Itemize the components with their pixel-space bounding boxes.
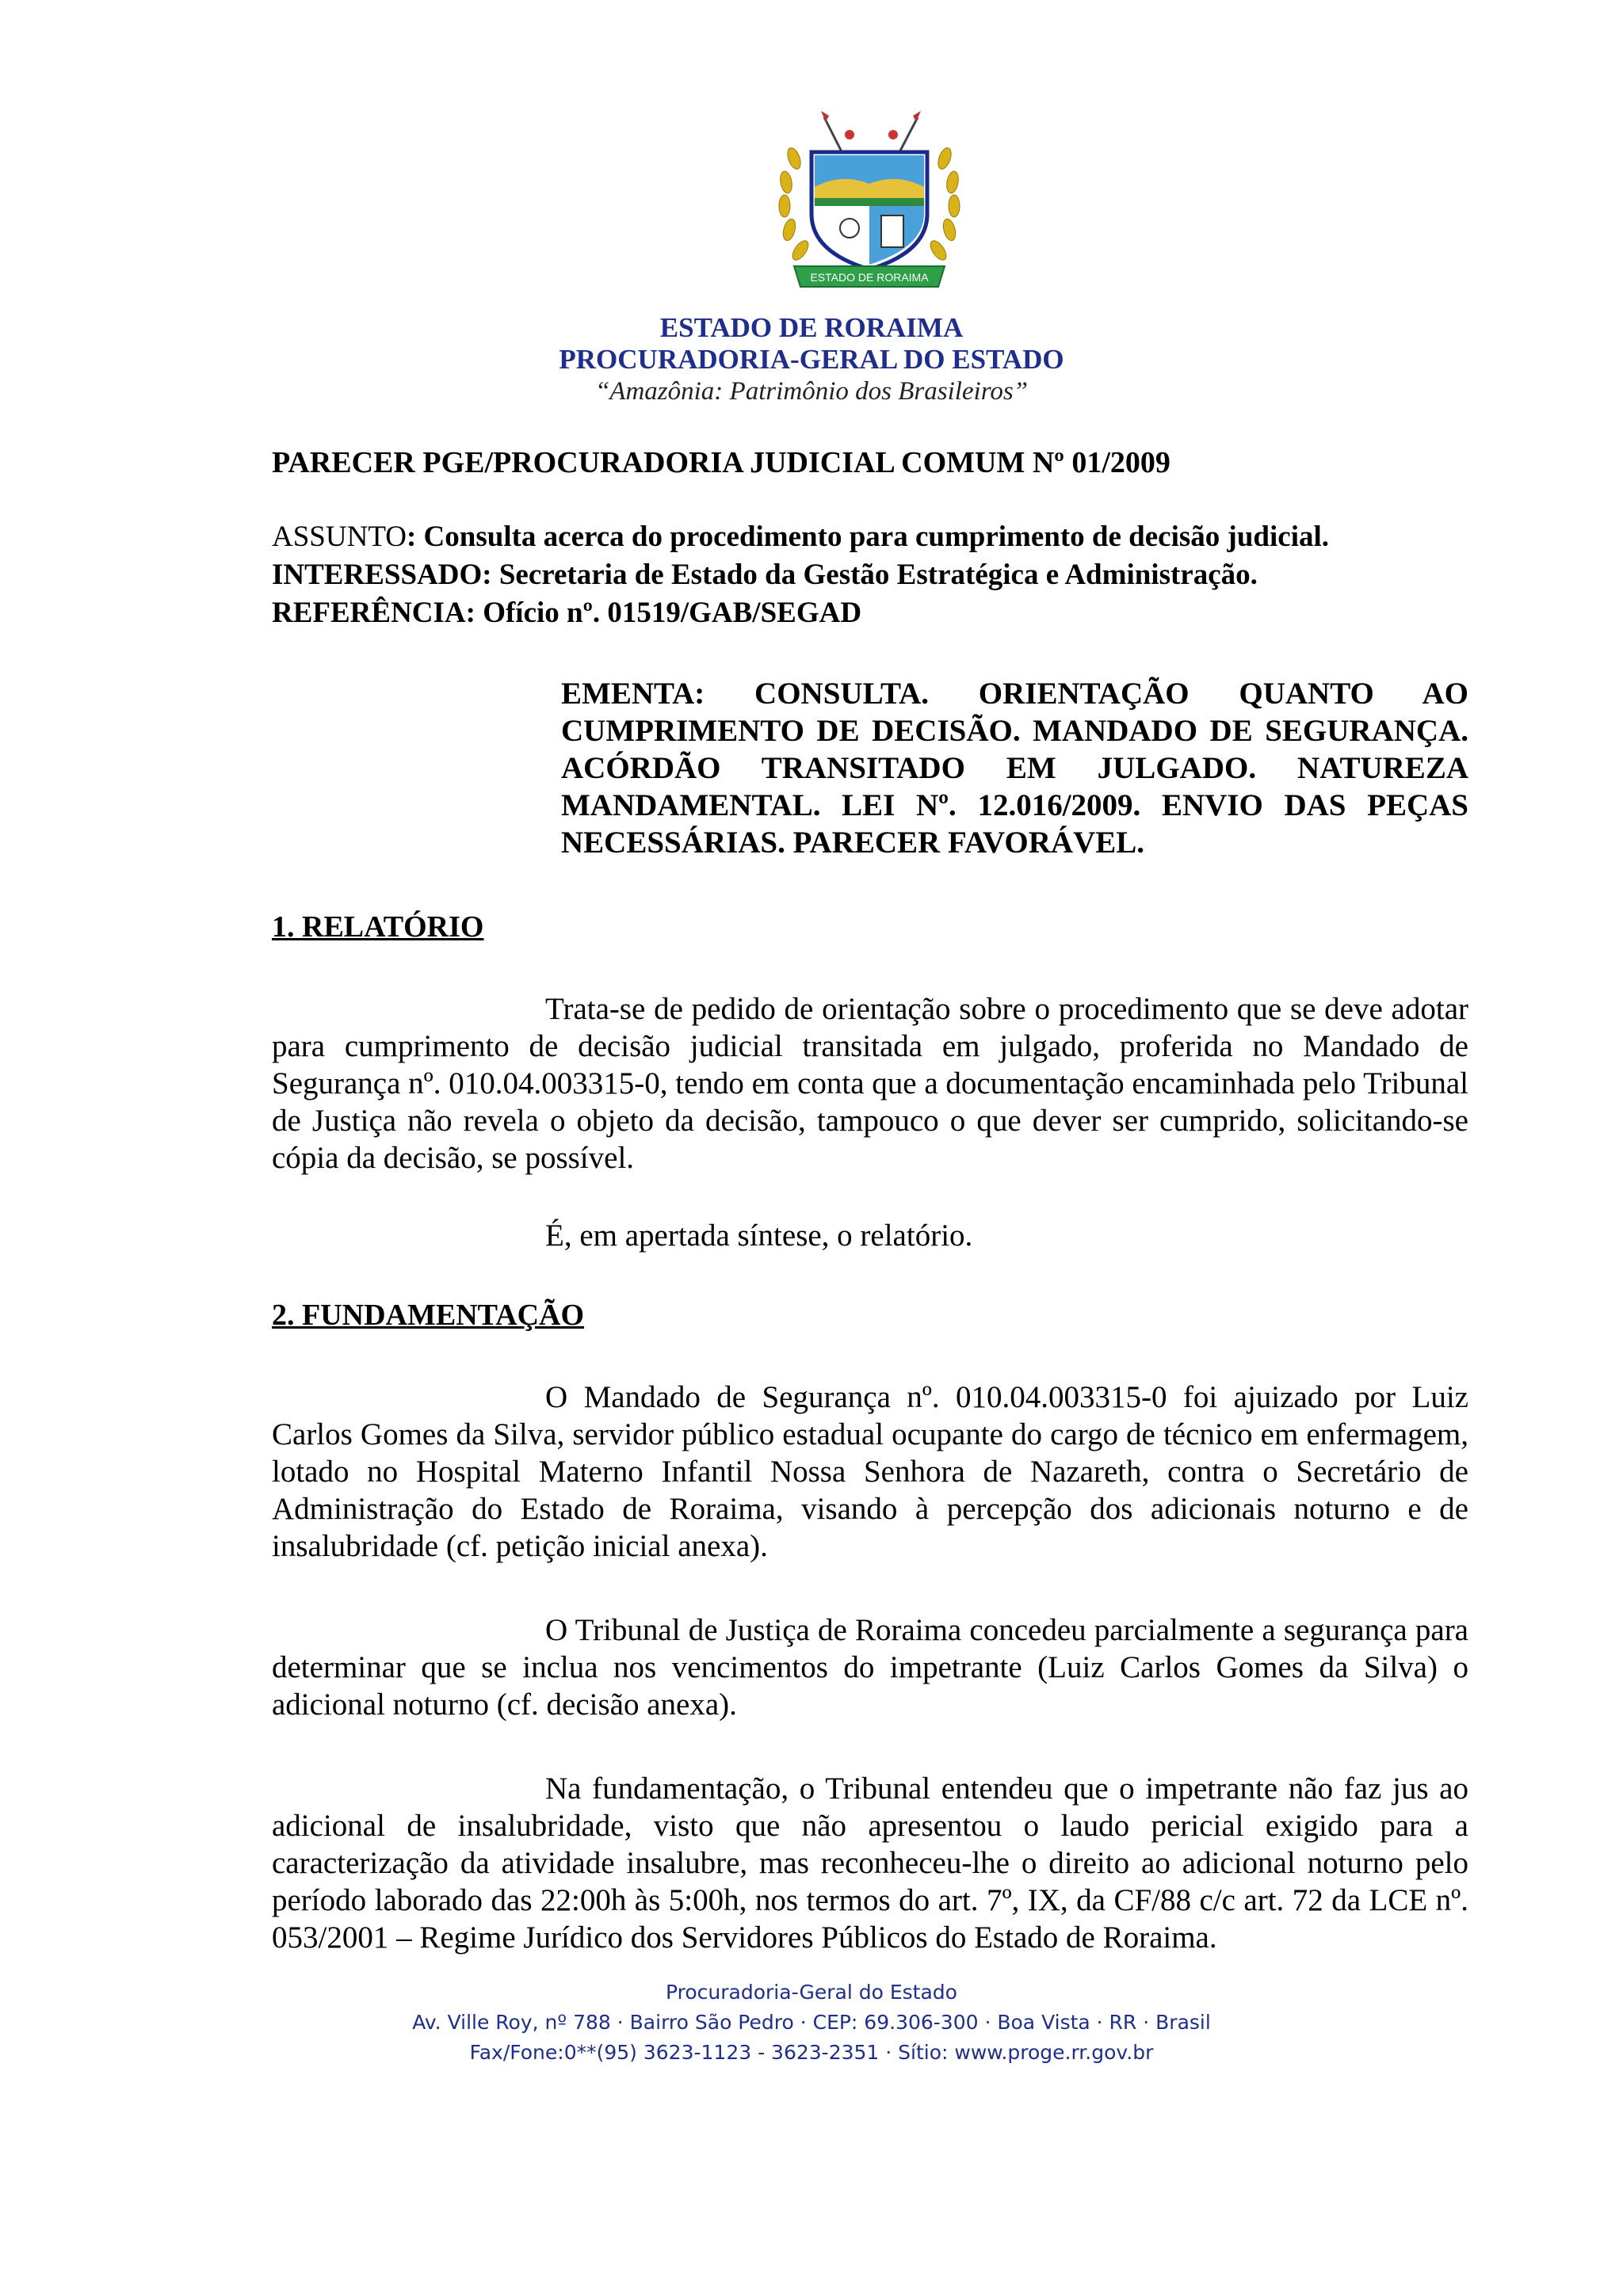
meta-assunto [272, 520, 1329, 554]
crest-ribbon-text: ESTADO DE RORAIMA [810, 271, 929, 284]
header-motto: “Amazônia: Patrimônio dos Brasileiros” [594, 377, 1029, 406]
footer-address: Av. Ville Roy, nº 788 · Bairro São Pedro · CEP: 69.306-300 · Boa Vista · RR · Brasil [412, 2011, 1211, 2034]
meta-interessado: INTERESSADO: Secretaria de Estado da Gestão Estratégica e Administração. [272, 559, 1258, 591]
paragraph: O Tribunal de Justiça de Roraima concedeu parcialmente a segurança para determinar que se inclua nos vencimentos do impetrante (Luiz Carlos Gomes da Silva) o adicional noturno (cf. decisão anexa). [272, 1613, 1468, 1722]
assunto-text: : Consulta acerca do procedimento para cumprimento de decisão judicial. [406, 521, 1330, 553]
paragraph: Na fundamentação, o Tribunal entendeu que o impetrante não faz jus ao adicional de insalubridade, visto que não apresentou o laudo pericial exigido para a caracterização da atividade insalubre, mas reconheceu-lhe o direito ao adicional noturno pelo período laborado das 22:00h às 5:00h, nos termos do art. 7º, IX, da CF/88 c/c art. 72 da LCE nº. 053/2001 – Regime Jurídico dos Servidores Públicos do Estado de Roraima. [272, 1772, 1468, 1955]
state-coat-of-arms [762, 111, 976, 297]
footer-agency: Procuradoria-Geral do Estado [666, 1981, 957, 2004]
paragraph: É, em apertada síntese, o relatório. [545, 1219, 973, 1253]
assunto-label: ASSUNTO [272, 521, 407, 553]
ementa-block: EMENTA: CONSULTA. ORIENTAÇÃO QUANTO AO CUMPRIMENTO DE DECISÃO. MANDADO DE SEGURANÇA. ACÓRDÃO TRANSITADO EM JULGADO. NATUREZA MANDAMENTAL. LEI Nº. 12.016/2009. ENVIO DAS PEÇAS NECESSÁRIAS. PARECER FAVORÁVEL. [561, 677, 1468, 860]
document-title: PARECER PGE/PROCURADORIA JUDICIAL COMUM Nº 01/2009 [272, 446, 1170, 479]
section-title-fundamentacao: 2. FUNDAMENTAÇÃO [272, 1299, 585, 1332]
paragraph: O Mandado de Segurança nº. 010.04.003315-0 foi ajuizado por Luiz Carlos Gomes da Silva, servidor público estadual ocupante do cargo de técnico em enfermagem, lotado no Hospital Materno Infantil Nossa Senhora de Nazareth, contra o Secretário de Administração do Estado de Roraima, visando à percepção dos adicionais noturno e de insalubridade (cf. petição inicial anexa). [272, 1380, 1468, 1563]
paragraph: Trata-se de pedido de orientação sobre o procedimento que se deve adotar para cumprimento de decisão judicial transitada em julgado, proferida no Mandado de Segurança nº. 010.04.003315-0, tendo em conta que a documentação encaminhada pelo Tribunal de Justiça não revela o objeto da decisão, tampouco o que dever ser cumprido, solicitando-se cópia da decisão, se possível. [272, 992, 1468, 1175]
footer-contact: Fax/Fone:0**(95) 3623-1123 - 3623-2351 · Sítio: www.proge.rr.gov.br [469, 2041, 1154, 2064]
header-agency-name: PROCURADORIA-GERAL DO ESTADO [559, 344, 1064, 375]
section-title-relatorio: 1. RELATÓRIO [272, 910, 484, 944]
meta-referencia: REFERÊNCIA: Ofício nº. 01519/GAB/SEGAD [272, 597, 862, 629]
header-state-name: ESTADO DE RORAIMA [659, 312, 964, 343]
